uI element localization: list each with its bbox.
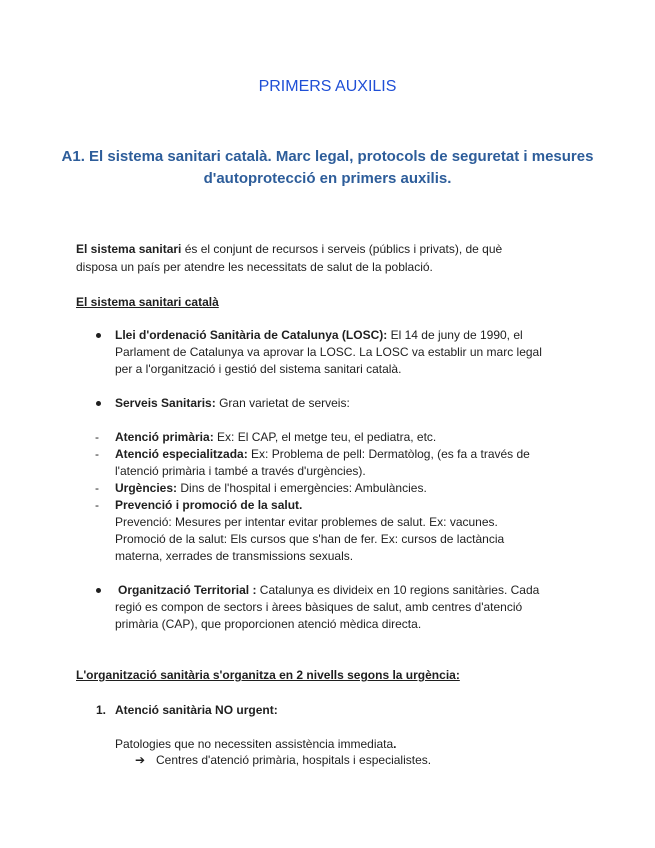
bullet-icon xyxy=(96,401,101,406)
bullet1-line-2: Parlament de Catalunya va aprovar la LOSC. La LOSC va establir un marc legal xyxy=(115,345,542,359)
page-title: PRIMERS AUXILIS xyxy=(258,78,397,95)
item1-number: 1. xyxy=(96,703,107,717)
bullet1-line-1 xyxy=(115,327,523,344)
bullet-icon xyxy=(96,333,101,338)
bullet2-line xyxy=(115,395,350,412)
dash-marker: - xyxy=(95,498,99,512)
item1-text: Patologies que no necessiten assistència immediata xyxy=(115,737,394,751)
dash-marker: - xyxy=(95,430,99,444)
item1-period: . xyxy=(393,737,397,751)
intro-term: El sistema sanitari xyxy=(76,242,182,256)
dash4-line-3: materna, xerrades de transmissions sexuals. xyxy=(115,549,354,563)
intro-text-1: és el conjunt de recursos i serveis (públics i privats), de què xyxy=(181,242,503,256)
dash-marker: - xyxy=(95,481,99,495)
bullet3-text-1: Catalunya es divideix en 10 regions sanitàries. Cada xyxy=(256,583,540,597)
bullet1-text-1: El 14 de juny de 1990, el xyxy=(387,328,523,342)
dash1-text: Ex: El CAP, el metge teu, el pediatra, etc. xyxy=(213,430,437,444)
bullet2-text: Gran varietat de serveis: xyxy=(215,396,350,410)
bullet3-term: Organització Territorial : xyxy=(118,583,257,597)
item1-arrow-text: Centres d'atenció primària, hospitals i especialistes. xyxy=(156,753,432,767)
bullet-icon xyxy=(96,588,101,593)
dash2-line-2: l'atenció primària i també a través d'urgències). xyxy=(115,464,366,478)
bullet3-line-3: primària (CAP), que proporcionen atenció mèdica directa. xyxy=(115,617,422,631)
dash2-line-1 xyxy=(115,446,530,463)
bullet1-term: Llei d'ordenació Sanitària de Catalunya (LOSC): xyxy=(115,328,388,342)
dash2-text: Ex: Problema de pell: Dermatòlog, (es fa a través de xyxy=(247,447,530,461)
bullet3-line-1 xyxy=(115,582,539,599)
dash4-term: Prevenció i promoció de la salut. xyxy=(115,498,303,512)
arrow-icon: ➔ xyxy=(135,753,146,767)
bullet1-line-3: per a l'organització i gestió del sistema sanitari català. xyxy=(115,362,402,376)
dash2-term: Atenció especialitzada: xyxy=(115,447,248,461)
item1-text-line xyxy=(115,736,397,753)
item1-label: Atenció sanitària NO urgent: xyxy=(115,703,278,717)
section-subtitle: A1. El sistema sanitari català. Marc legal, protocols de seguretat i mesures d'autoprotecció en primers auxilis. xyxy=(61,148,594,187)
dash1-line xyxy=(115,429,436,446)
dash4-line-1: Prevenció: Mesures per intentar evitar problemes de salut. Ex: vacunes. xyxy=(115,515,498,529)
dash-marker: - xyxy=(95,447,99,461)
dash3-line xyxy=(115,480,427,497)
section2-heading: L'organització sanitària s'organitza en 2 nivells segons la urgència: xyxy=(76,668,460,682)
bullet3-line-2: regió es compon de sectors i àrees bàsiques de salut, amb centres d'atenció xyxy=(115,600,523,614)
section1-heading: El sistema sanitari català xyxy=(76,295,219,309)
dash3-term: Urgències: xyxy=(115,481,178,495)
intro-line-2: disposa un país per atendre les necessitats de salut de la població. xyxy=(76,260,433,274)
dash4-line-2: Promoció de la salut: Els cursos que s'han de fer. Ex: cursos de lactància xyxy=(115,532,505,546)
bullet2-term: Serveis Sanitaris: xyxy=(115,396,216,410)
dash1-term: Atenció primària: xyxy=(115,430,214,444)
dash3-text: Dins de l'hospital i emergències: Ambulàncies. xyxy=(177,481,427,495)
intro-line-1 xyxy=(76,241,502,258)
